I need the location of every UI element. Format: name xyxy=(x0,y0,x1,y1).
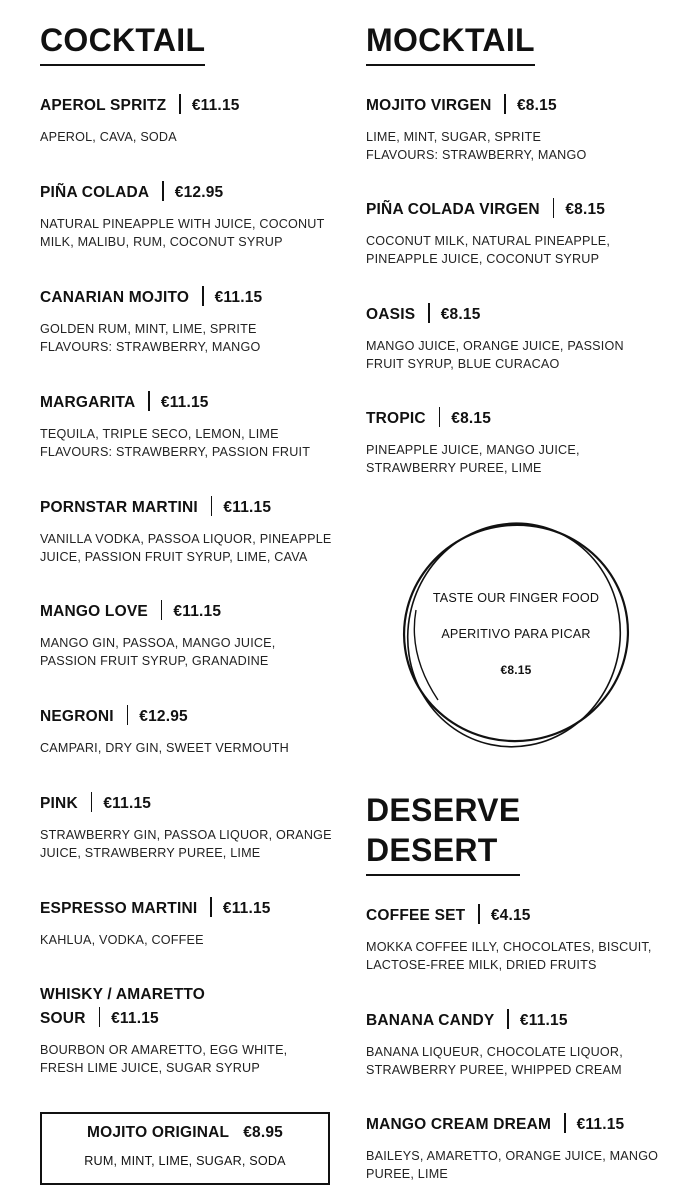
item-description: BAILEYS, AMARETTO, ORANGE JUICE, MANGO PUREE, LIME xyxy=(366,1149,659,1181)
item-name: COFFEE SET xyxy=(366,907,466,924)
separator xyxy=(179,94,181,114)
menu-item xyxy=(40,496,340,566)
item-price: €11.15 xyxy=(519,1012,568,1029)
menu-item xyxy=(40,897,340,949)
finger-food-price: €8.15 xyxy=(500,663,532,677)
item-name-line1: WHISKY / AMARETTO xyxy=(40,986,206,1003)
menu-item xyxy=(40,792,340,862)
item-name: PORNSTAR MARTINI xyxy=(40,499,198,516)
item-name: CANARIAN MOJITO xyxy=(40,289,190,306)
menu-item xyxy=(40,94,340,146)
dessert-heading: DESERVE DESERT xyxy=(366,790,520,876)
item-price: €8.15 xyxy=(565,201,606,218)
separator xyxy=(478,904,480,924)
item-name: PIÑA COLADA xyxy=(40,184,150,201)
item-name: APEROL SPRITZ xyxy=(40,97,167,114)
finger-food-title: TASTE OUR FINGER FOOD xyxy=(432,591,600,605)
separator xyxy=(507,1009,509,1029)
featured-mojito-box xyxy=(40,1112,330,1185)
item-description: MOKKA COFFEE ILLY, CHOCOLATES, BISCUIT, LACTOSE-FREE MILK, DRIED FRUITS xyxy=(366,940,652,972)
item-description: COCONUT MILK, NATURAL PINEAPPLE, PINEAPPLE JUICE, COCONUT SYRUP xyxy=(366,234,611,266)
separator xyxy=(553,198,555,218)
item-price: €11.15 xyxy=(160,394,209,411)
separator xyxy=(428,303,430,323)
finger-food-circle xyxy=(398,515,634,751)
item-description: CAMPARI, DRY GIN, SWEET VERMOUTH xyxy=(40,741,289,755)
item-price: €11.15 xyxy=(103,795,152,812)
item-price: €11.15 xyxy=(111,1010,159,1027)
separator xyxy=(162,181,164,201)
item-description: VANILLA VODKA, PASSOA LIQUOR, PINEAPPLE JUICE, PASSION FRUIT SYRUP, LIME, CAVA xyxy=(40,532,332,564)
item-name: OASIS xyxy=(366,306,416,323)
mocktail-heading: MOCKTAIL xyxy=(366,20,535,66)
finger-food-subtitle: APERITIVO PARA PICAR xyxy=(441,627,591,641)
item-name: PIÑA COLADA VIRGEN xyxy=(366,201,540,218)
item-name: MARGARITA xyxy=(40,394,136,411)
item-description: APEROL, CAVA, SODA xyxy=(40,130,177,144)
item-price: €11.15 xyxy=(214,289,263,306)
item-price: €4.15 xyxy=(490,907,531,924)
separator xyxy=(504,94,506,114)
item-name: MOJITO VIRGEN xyxy=(366,97,492,114)
item-description: BANANA LIQUEUR, CHOCOLATE LIQUOR, STRAWBERRY PUREE, WHIPPED CREAM xyxy=(366,1045,623,1077)
separator xyxy=(148,391,150,411)
item-price: €12.95 xyxy=(174,184,224,201)
separator xyxy=(91,792,93,812)
separator xyxy=(202,286,204,306)
item-price: €12.95 xyxy=(139,708,188,725)
menu-item xyxy=(40,391,340,461)
item-name: MANGO LOVE xyxy=(40,603,148,620)
item-description: LIME, MINT, SUGAR, SPRITE FLAVOURS: STRAWBERRY, MANGO xyxy=(366,130,587,162)
item-price: €11.15 xyxy=(222,900,271,917)
item-price: €11.15 xyxy=(576,1116,625,1133)
item-description: GOLDEN RUM, MINT, LIME, SPRITE FLAVOURS: STRAWBERRY, MANGO xyxy=(40,322,261,354)
item-description: MANGO JUICE, ORANGE JUICE, PASSION FRUIT SYRUP, BLUE CURACAO xyxy=(366,339,624,371)
menu-item xyxy=(40,600,340,670)
separator xyxy=(211,496,213,516)
item-description: TEQUILA, TRIPLE SECO, LEMON, LIME FLAVOURS: STRAWBERRY, PASSION FRUIT xyxy=(40,427,311,459)
item-description: KAHLUA, VODKA, COFFEE xyxy=(40,933,204,947)
separator xyxy=(99,1007,101,1027)
separator xyxy=(564,1113,566,1133)
menu-item xyxy=(40,181,340,251)
separator xyxy=(439,407,441,427)
item-description: STRAWBERRY GIN, PASSOA LIQUOR, ORANGE JUICE, STRAWBERRY PUREE, LIME xyxy=(40,828,332,860)
menu-item xyxy=(40,286,340,356)
menu-item xyxy=(366,1113,686,1183)
featured-description: RUM, MINT, LIME, SUGAR, SODA xyxy=(84,1154,286,1168)
item-price: €8.15 xyxy=(451,410,492,427)
item-name: MANGO CREAM DREAM xyxy=(366,1116,552,1133)
item-price: €11.15 xyxy=(173,603,222,620)
item-name: PINK xyxy=(40,795,78,812)
item-description: PINEAPPLE JUICE, MANGO JUICE, STRAWBERRY PUREE, LIME xyxy=(366,443,580,475)
item-price: €11.15 xyxy=(191,97,240,114)
featured-name: MOJITO ORIGINAL xyxy=(86,1124,230,1141)
item-price: €8.15 xyxy=(516,97,557,114)
separator xyxy=(210,897,212,917)
menu-item xyxy=(40,705,340,757)
menu-item xyxy=(40,984,340,1077)
cocktail-heading: COCKTAIL xyxy=(40,20,205,66)
item-price: €11.15 xyxy=(223,499,272,516)
item-name: NEGRONI xyxy=(40,708,114,725)
item-name: ESPRESSO MARTINI xyxy=(40,900,198,917)
item-description: BOURBON OR AMARETTO, EGG WHITE, FRESH LIME JUICE, SUGAR SYRUP xyxy=(40,1043,288,1075)
menu-item xyxy=(366,407,686,477)
menu-item xyxy=(366,904,686,974)
menu-item xyxy=(366,1009,686,1079)
menu-item xyxy=(366,198,686,268)
item-description: MANGO GIN, PASSOA, MANGO JUICE, PASSION FRUIT SYRUP, GRANADINE xyxy=(40,636,276,668)
featured-price: €8.95 xyxy=(243,1124,284,1141)
item-name: TROPIC xyxy=(366,410,426,427)
item-name: BANANA CANDY xyxy=(366,1012,495,1029)
separator xyxy=(161,600,163,620)
separator xyxy=(127,705,129,725)
menu-item xyxy=(366,94,686,164)
item-name: SOUR xyxy=(40,1010,86,1027)
item-description: NATURAL PINEAPPLE WITH JUICE, COCONUT MILK, MALIBU, RUM, COCONUT SYRUP xyxy=(40,217,325,249)
item-price: €8.15 xyxy=(440,306,481,323)
menu-item xyxy=(366,303,686,373)
